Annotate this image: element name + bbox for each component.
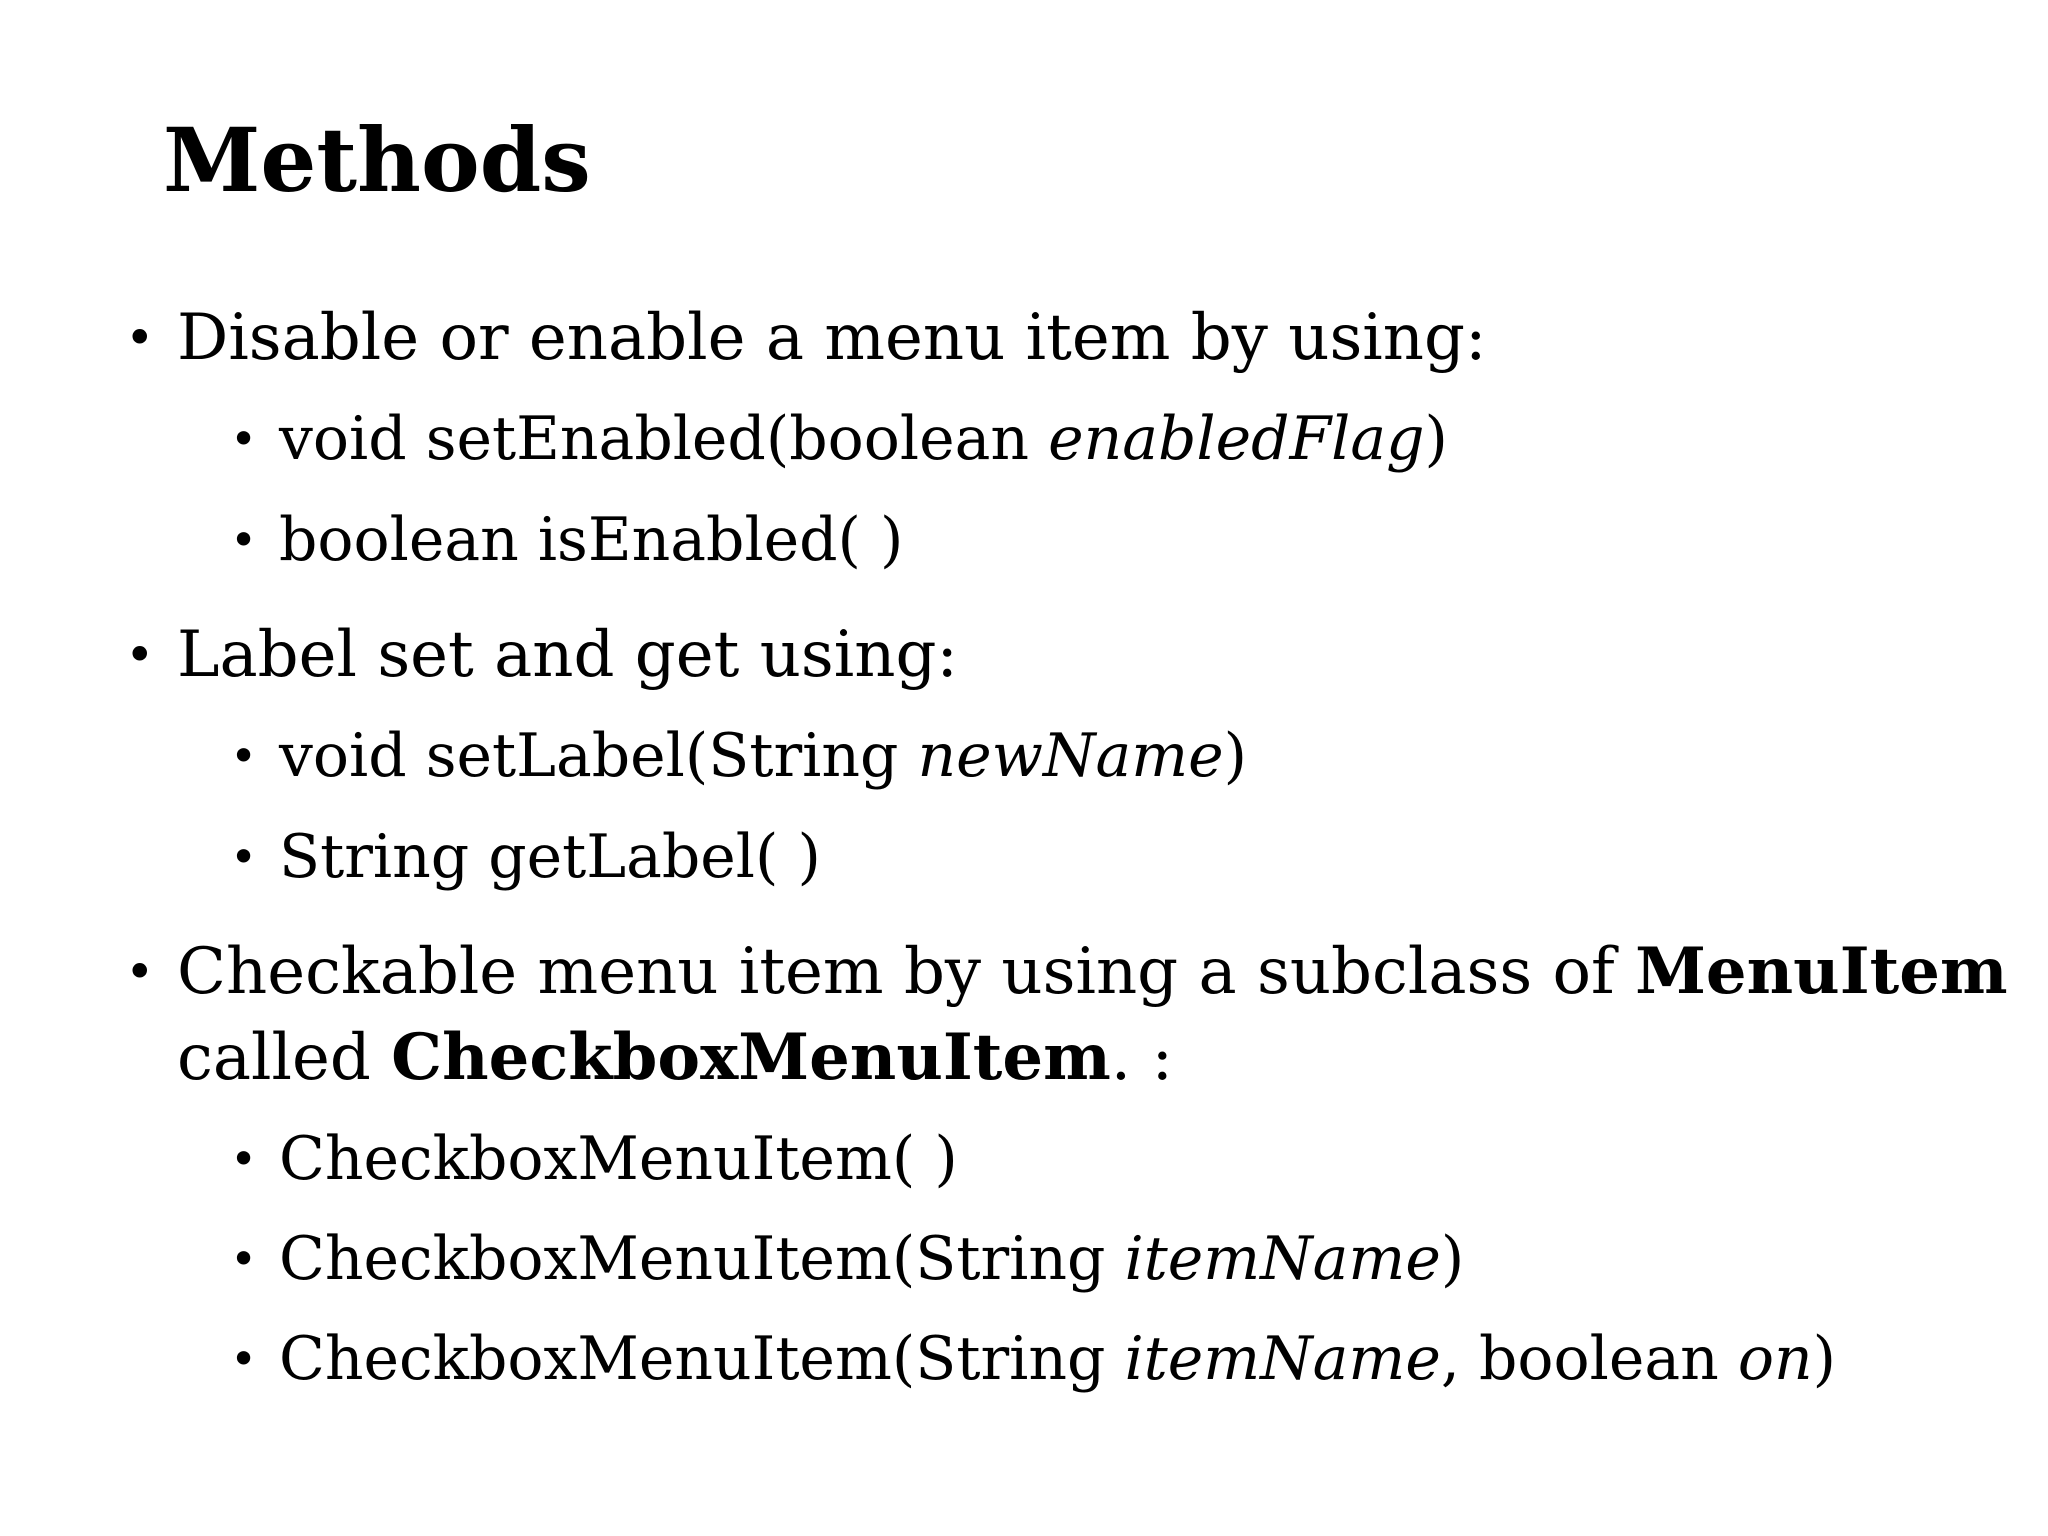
list-item: Label set and get using: [177, 618, 958, 692]
list-subitem [279, 1221, 1464, 1297]
class-name: CheckboxMenuItem [391, 1020, 1111, 1095]
bullet-icon: • [230, 830, 258, 884]
list-item-continuation [177, 1018, 1173, 1098]
list-subitem: String getLabel( ) [279, 822, 821, 892]
bullet-icon: • [230, 1232, 258, 1286]
code-text: , boolean [1440, 1324, 1738, 1394]
bullet-icon: • [230, 729, 258, 783]
bullet-icon: • [230, 1132, 258, 1186]
code-text: ) [1812, 1324, 1837, 1394]
bullet-icon: • [125, 309, 155, 367]
item-text: called [177, 1021, 392, 1095]
code-text: CheckboxMenuItem(String [279, 1224, 1125, 1294]
list-subitem [279, 401, 1448, 477]
bullet-icon: • [230, 513, 258, 567]
code-text: CheckboxMenuItem(String [279, 1324, 1125, 1394]
item-text: Checkable menu item by using a subclass of [177, 935, 1636, 1009]
param-name: on [1737, 1324, 1813, 1394]
list-subitem: CheckboxMenuItem( ) [279, 1124, 958, 1194]
list-subitem [279, 1321, 1836, 1397]
item-text: . : [1110, 1021, 1174, 1095]
class-name: MenuItem [1635, 934, 2008, 1009]
bullet-icon: • [125, 626, 155, 684]
bullet-icon: • [230, 412, 258, 466]
bullet-icon: • [125, 943, 155, 1001]
list-item: Disable or enable a menu item by using: [177, 301, 1487, 375]
code-text: ) [1424, 404, 1448, 474]
param-name: itemName [1124, 1324, 1441, 1394]
code-text: ) [1223, 721, 1248, 791]
code-text: ) [1440, 1224, 1465, 1294]
param-name: newName [917, 721, 1224, 791]
list-item [177, 932, 2008, 1012]
param-name: enabledFlag [1048, 404, 1425, 474]
param-name: itemName [1124, 1224, 1441, 1294]
code-text: void setEnabled(boolean [279, 404, 1049, 474]
bullet-icon: • [230, 1332, 258, 1386]
slide-title: Methods [163, 108, 591, 212]
list-subitem: boolean isEnabled( ) [279, 505, 904, 575]
code-text: void setLabel(String [279, 721, 918, 791]
list-subitem [279, 718, 1247, 794]
